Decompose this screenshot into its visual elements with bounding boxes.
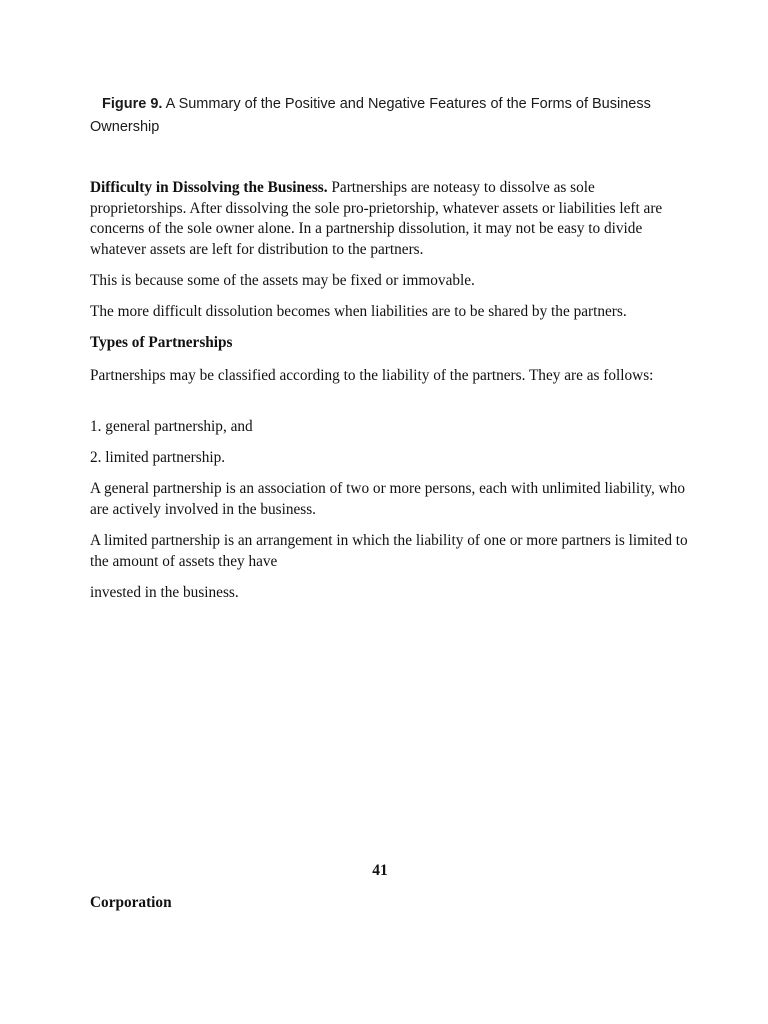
paragraph-heading-difficulty: Difficulty in Dissolving the Business. [90,179,328,196]
paragraph-invested: invested in the business. [90,584,239,601]
paragraph-limited-partnership: A limited partnership is an arrangement in which the liability of one or more partners is limited to the amount of assets they have [90,532,688,570]
section-heading-corporation: Corporation [90,894,172,911]
paragraph-general-partnership: A general partnership is an association of two or more persons, each with unlimited liability, who are actively involved in the business. [90,480,686,518]
figure-caption-text: A Summary of the Positive and Negative Features of the Forms of Business Ownership [90,96,651,135]
list-item: 1. general partnership, and [90,418,253,435]
paragraph-difficulty-dissolving [90,178,690,260]
paragraph-fixed-assets: This is because some of the assets may be fixed or immovable. [90,272,475,289]
paragraph-classified: Partnerships may be classified according to the liability of the partners. They are as follows: [90,367,654,384]
list-item: 2. limited partnership. [90,449,226,466]
paragraph-difficulty-text: Partnerships are noteasy to dissolve as sole proprietorships. After dissolving the sole pro-prietorship, whatever assets or liabilities left are concerns of the sole owner alone. In a partnership dissolution, it may not be easy to divide whatever assets are left for distribution to the partners. [90,179,663,258]
figure-label: Figure 9. [102,96,163,112]
figure-caption [90,93,690,139]
page-number: 41 [372,862,388,879]
paragraph-liabilities: The more difficult dissolution becomes when liabilities are to be shared by the partners. [90,303,627,320]
section-heading-types: Types of Partnerships [90,334,233,351]
